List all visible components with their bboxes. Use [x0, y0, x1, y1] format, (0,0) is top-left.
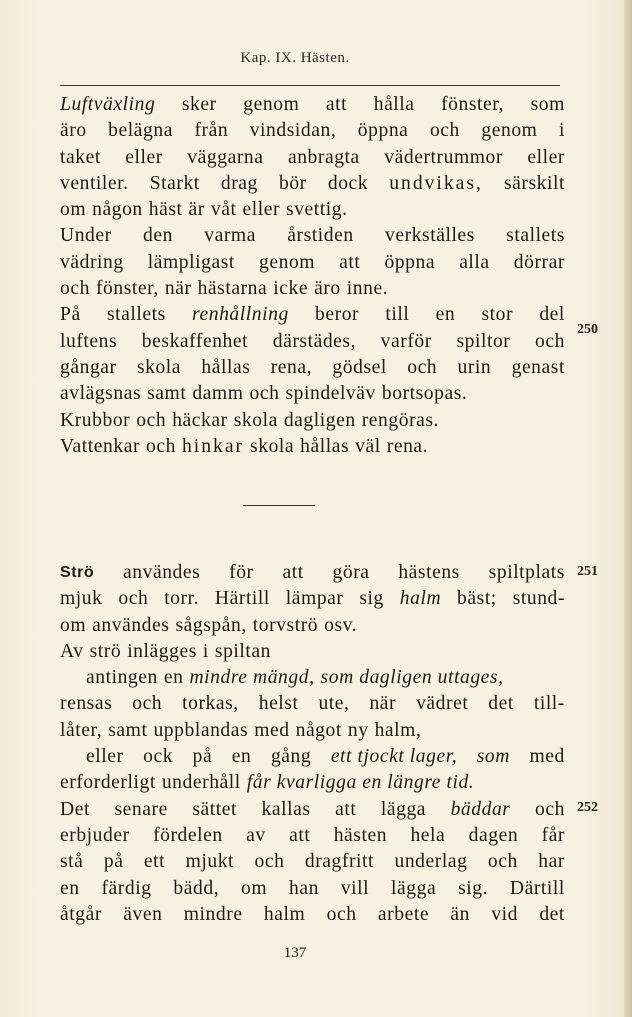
word: och [326, 903, 357, 925]
word: att [289, 824, 311, 846]
word: beror [315, 304, 360, 326]
word: mindre mängd, [189, 667, 315, 689]
word: taket [60, 146, 101, 168]
page-number: 137 [283, 945, 307, 961]
word: göra [332, 562, 370, 583]
word: underhåll [161, 772, 241, 794]
word: beskaffenhet [141, 330, 249, 352]
word: stallets [506, 225, 565, 247]
word: Starkt [149, 172, 200, 194]
word: del [539, 304, 565, 326]
word: öppna [357, 120, 409, 142]
word: stor [481, 304, 514, 326]
word: halm [263, 903, 306, 925]
word: har [538, 851, 565, 873]
word: även [123, 903, 163, 925]
word: det [539, 903, 565, 925]
word: genom [259, 251, 316, 273]
word: och [249, 383, 280, 405]
word: av [246, 824, 266, 846]
word: för [229, 562, 254, 583]
text-line [60, 92, 565, 118]
word: som [476, 746, 510, 768]
word: Strö [60, 564, 95, 581]
word: torkas, [182, 693, 239, 715]
word: svettig. [286, 199, 348, 221]
word: som [530, 94, 565, 115]
text-line [60, 223, 565, 249]
word: gödsel [332, 356, 387, 378]
word: belägna [108, 120, 173, 142]
word: undvikas, [389, 172, 483, 194]
word: osv. [324, 614, 358, 636]
word: och [136, 409, 167, 431]
word: i [558, 120, 565, 142]
text-line [60, 302, 565, 328]
paragraph-block-bedding [60, 560, 565, 928]
word: om [60, 199, 87, 221]
word: från [194, 120, 229, 142]
word: antingen [86, 667, 158, 689]
word: stund- [512, 588, 565, 610]
word: äro [60, 120, 87, 142]
word: mjuk [60, 588, 103, 610]
word: anbragta [287, 146, 360, 168]
word: torr. [164, 588, 200, 610]
word: drag [220, 172, 258, 194]
word: rena, [270, 356, 313, 378]
word: därstädes, [272, 330, 357, 352]
word: sker [181, 94, 217, 115]
word: med [254, 719, 290, 741]
word: hålla [373, 94, 415, 115]
word: att [339, 251, 361, 273]
word: lämpar [285, 588, 344, 610]
word: skola [250, 435, 295, 457]
word: icke [273, 278, 309, 300]
word: rensas [60, 693, 113, 715]
text-line [60, 902, 565, 928]
word: hinkar [181, 435, 245, 457]
word: som dagligen uttages, [320, 667, 504, 689]
text-line [60, 355, 565, 381]
word: och [535, 798, 565, 820]
word: om [241, 877, 268, 899]
word: Krubbor [60, 409, 131, 431]
text-line [60, 718, 565, 744]
margin-number-250: 250 [577, 322, 598, 337]
word: i [202, 640, 209, 662]
text-line [60, 118, 565, 144]
word: vill [340, 877, 370, 899]
word: halm [399, 588, 442, 610]
margin-number-251: 251 [577, 564, 598, 579]
word: verkställes [385, 225, 475, 247]
word: spiltplats [488, 562, 565, 583]
text-line [60, 197, 565, 223]
word: helst [258, 693, 299, 715]
text-line [60, 250, 565, 276]
word: och [254, 851, 285, 873]
word: dragfritt [304, 851, 375, 873]
word: och [60, 278, 90, 300]
word: sågspån, [175, 614, 247, 636]
paragraph-block-ventilation [60, 92, 565, 460]
word: genom [481, 120, 538, 142]
word: häst [148, 199, 183, 221]
word: luftens [60, 330, 118, 352]
word: samt [147, 383, 187, 405]
text-line [60, 876, 565, 902]
word: han [289, 877, 319, 899]
text-line [60, 145, 565, 171]
word: mjukt [185, 851, 235, 873]
word: lägga [391, 877, 437, 899]
word: spiltor [456, 330, 511, 352]
word: På [60, 304, 81, 326]
word: Av [60, 640, 84, 662]
word: åtgår [60, 903, 102, 925]
word: låter, [60, 719, 103, 741]
word: Under [60, 225, 112, 247]
word: våt [210, 199, 237, 221]
word: än [450, 903, 470, 925]
word: bortsopas. [381, 383, 468, 405]
word: sättet [192, 798, 238, 820]
word: dagligen [283, 409, 356, 431]
word: varma [204, 225, 256, 247]
text-line [60, 744, 565, 770]
word: användes [123, 562, 201, 583]
word: och [429, 120, 460, 142]
word: bäddar [450, 798, 511, 820]
word: färdig [101, 877, 152, 899]
word: får [541, 824, 565, 846]
word: lägga [380, 798, 427, 820]
word: användes [92, 614, 170, 636]
text-line [60, 823, 565, 849]
word: och [146, 435, 176, 457]
word: vädring [60, 251, 124, 273]
word: inne. [346, 278, 389, 300]
word: ett tjockt lager, [330, 746, 458, 768]
word: bör [278, 172, 307, 194]
word: när [369, 693, 397, 715]
text-line [60, 276, 565, 302]
word: hållas [300, 435, 350, 457]
text-line [60, 639, 565, 665]
word: om [60, 614, 87, 636]
word: lämpligast [147, 251, 235, 273]
word: bädd, [173, 877, 220, 899]
text-line [60, 329, 565, 355]
word: Vattenkar [60, 435, 141, 457]
word: en [60, 877, 80, 899]
text-line [60, 849, 565, 875]
word: till- [533, 693, 565, 715]
word: rena. [386, 435, 429, 457]
word: att [335, 798, 357, 820]
word: och [535, 330, 565, 352]
word: hästens [398, 562, 460, 583]
word: genom [243, 94, 300, 115]
word: dock [327, 172, 369, 194]
word: eller [527, 146, 565, 168]
word: en [163, 667, 184, 689]
word: den [143, 225, 173, 247]
word: Det [60, 798, 90, 820]
word: halm, [374, 719, 422, 741]
word: ett [143, 851, 166, 873]
word: erforderligt [60, 772, 156, 794]
word: torvströ [252, 614, 319, 636]
word: när [164, 278, 192, 300]
word: strö [89, 640, 122, 662]
word: stå [60, 851, 84, 873]
text-line [60, 613, 565, 639]
header-rule [60, 85, 560, 86]
word: varför [380, 330, 432, 352]
word: hela [410, 824, 446, 846]
section-separator [243, 505, 315, 506]
word: eller [125, 146, 163, 168]
word: och [407, 356, 438, 378]
word: spindelväv [285, 383, 376, 405]
word: fönster, [441, 94, 505, 115]
page-edge [624, 0, 632, 1017]
word: hållas [201, 356, 251, 378]
word: Härtill [214, 588, 270, 610]
text-line [60, 408, 565, 434]
word: öppna [384, 251, 436, 273]
word: på [103, 851, 124, 873]
word: ventiler. [60, 172, 129, 194]
word: Därtill [509, 877, 565, 899]
word: och [118, 588, 149, 610]
word: vindsidan, [249, 120, 337, 142]
word: att [282, 562, 304, 583]
word: något [295, 719, 342, 741]
word: sig. [458, 877, 489, 899]
text-line [60, 434, 565, 460]
word: dagen [468, 824, 519, 846]
word: häckar [172, 409, 228, 431]
word: gång [270, 746, 312, 768]
word: hästen [333, 824, 388, 846]
word: ny [347, 719, 369, 741]
word: alla [459, 251, 490, 273]
text-line [60, 665, 565, 691]
word: damm [192, 383, 244, 405]
word: vid [491, 903, 518, 925]
word: inlägges [127, 640, 197, 662]
word: äro [314, 278, 341, 300]
word: väl [355, 435, 381, 457]
word: erbjuder [60, 824, 130, 846]
word: på [192, 746, 213, 768]
word: en [435, 304, 456, 326]
word: en [231, 746, 252, 768]
running-header: Kap. IX. Hästen. [240, 50, 350, 66]
text-line [60, 560, 565, 586]
word: eller [86, 746, 124, 768]
word: skola [136, 356, 182, 378]
margin-number-252: 252 [577, 800, 598, 815]
text-line [60, 691, 565, 717]
word: arbete [377, 903, 430, 925]
word: det [488, 693, 514, 715]
text-line [60, 171, 565, 197]
word: uppblandas [153, 719, 249, 741]
word: urin [457, 356, 492, 378]
text-line [60, 586, 565, 612]
word: samt [108, 719, 148, 741]
word: genast [511, 356, 565, 378]
word: särskilt [503, 172, 565, 194]
word: vädertrummor [384, 146, 503, 168]
word: vädret [416, 693, 469, 715]
word: får kvarligga en längre tid. [246, 772, 475, 794]
word: ute, [318, 693, 350, 715]
word: fönster, [95, 278, 159, 300]
word: någon [92, 199, 143, 221]
text-line [60, 797, 565, 823]
word: är [188, 199, 205, 221]
word: och [487, 851, 518, 873]
word: spiltan [214, 640, 271, 662]
word: senare [114, 798, 168, 820]
text-line [60, 770, 565, 796]
word: underlag [394, 851, 468, 873]
word: renhållning [192, 304, 289, 326]
word: till [385, 304, 410, 326]
word: eller [242, 199, 281, 221]
word: med [529, 746, 565, 768]
word: Luftväxling [60, 94, 156, 115]
word: och [132, 693, 163, 715]
word: dörrar [513, 251, 565, 273]
word: avlägsnas [60, 383, 142, 405]
word: mindre [183, 903, 243, 925]
word: stallets [106, 304, 166, 326]
word: skola [233, 409, 278, 431]
text-line [60, 381, 565, 407]
word: rengöras. [361, 409, 440, 431]
word: ock [143, 746, 174, 768]
word: gångar [60, 356, 117, 378]
word: fördelen [153, 824, 223, 846]
word: sig [359, 588, 384, 610]
word: bäst; [457, 588, 497, 610]
word: att [325, 94, 348, 115]
word: årstiden [287, 225, 354, 247]
word: kallas [261, 798, 311, 820]
word: väggarna [187, 146, 264, 168]
word: hästarna [197, 278, 268, 300]
